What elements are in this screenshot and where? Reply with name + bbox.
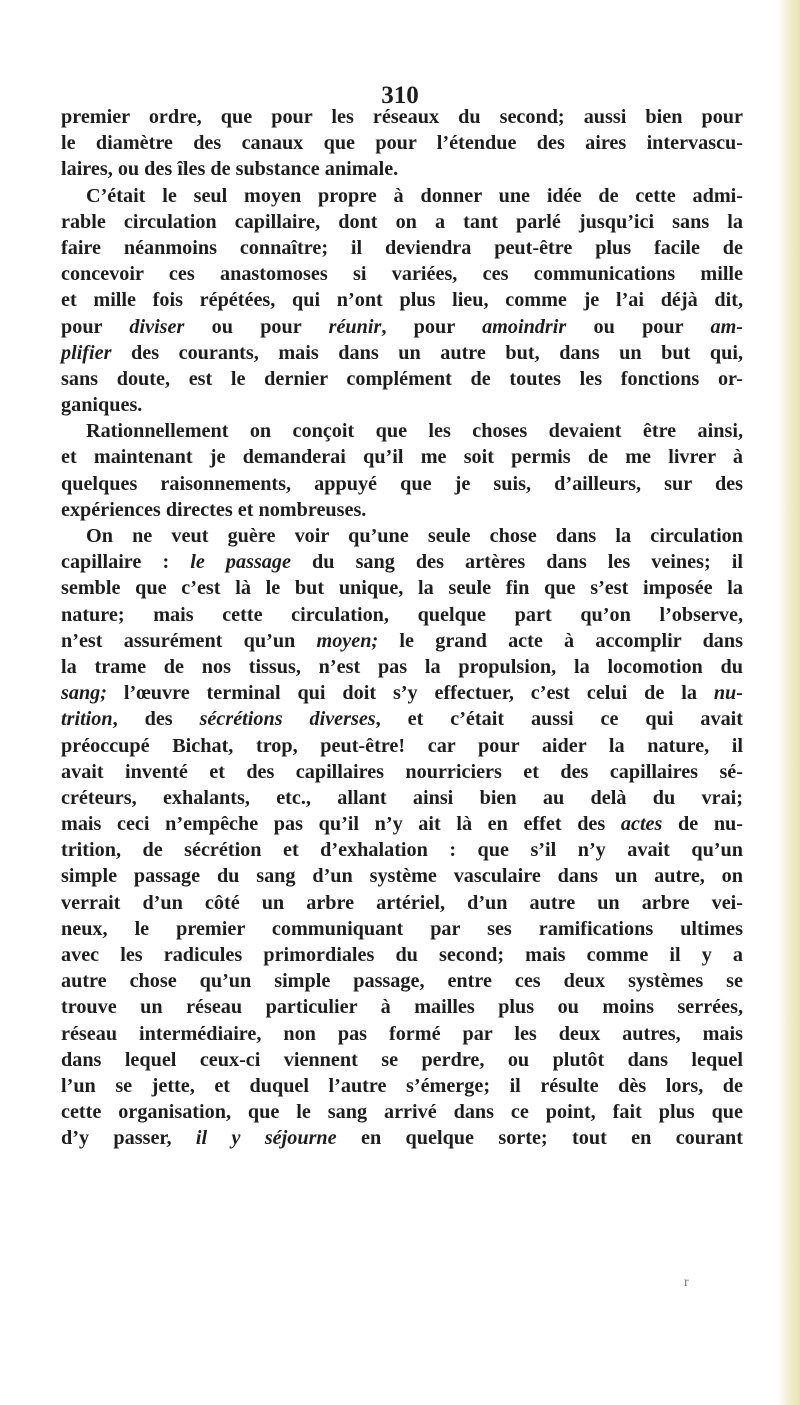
text-segment: des courants, mais dans un autre but, dans un but qui, (111, 341, 743, 364)
text-segment: le diamètre des canaux que pour l’étendue des aires intervascu- (61, 132, 743, 155)
italic-text: moyen; (316, 629, 379, 652)
text-line (61, 706, 743, 732)
text-segment: sans doute, est le dernier complément de toutes les fonctions or- (61, 367, 743, 390)
text-segment: n’est assurément qu’un (61, 629, 317, 652)
text-line (61, 444, 743, 470)
text-segment: l’œuvre terminal qui doit s’y effectuer, c’est celui de la (107, 682, 714, 705)
italic-text: réunir (328, 315, 382, 338)
text-line (61, 994, 743, 1020)
text-line (61, 209, 743, 235)
italic-text: diviser (129, 315, 185, 338)
text-segment: premier ordre, que pour les réseaux du second; aussi bien pour (61, 106, 743, 128)
text-segment: simple passage du sang d’un système vasculaire dans un autre, on (61, 865, 743, 888)
text-segment: ganiques. (61, 394, 143, 417)
text-line (61, 654, 743, 680)
text-line (61, 130, 743, 156)
text-line (61, 1099, 743, 1125)
text-line (61, 890, 743, 916)
text-segment: de nu- (662, 813, 743, 836)
text-line (61, 471, 743, 497)
text-line (61, 785, 743, 811)
text-segment: avec les radicules primordiales du second; mais comme il y a (61, 944, 743, 966)
text-segment: autre chose qu’un simple passage, entre ces deux systèmes se (61, 970, 743, 993)
text-line (61, 392, 743, 418)
text-line (61, 680, 743, 706)
text-segment: laires, ou des îles de substance animale. (61, 158, 399, 181)
text-line (61, 235, 743, 261)
italic-text: am- (710, 315, 744, 338)
text-segment: , et c’était aussi ce qui avait (375, 708, 743, 731)
text-segment: créteurs, exhalants, etc., allant ainsi bien au delà du vrai; (61, 786, 743, 809)
text-line (61, 942, 743, 968)
text-line (61, 1021, 743, 1047)
text-line (61, 104, 743, 130)
stray-mark: r (684, 1275, 689, 1290)
text-segment: mais ceci n’empêche pas qu’il n’y ait là en effet des (61, 813, 621, 836)
text-segment: rable circulation capillaire, dont on a tant parlé jusqu’ici sans la (61, 210, 743, 233)
text-segment: verrait d’un côté un arbre artériel, d’un autre un arbre vei- (61, 891, 743, 914)
text-segment: en quelque sorte; tout en courant (336, 1127, 743, 1150)
text-line (61, 340, 743, 366)
text-line (61, 863, 743, 889)
text-line (61, 628, 743, 654)
text-segment: cette organisation, que le sang arrivé dans ce point, fait plus que (61, 1101, 743, 1124)
text-segment: réseau intermédiaire, non pas formé par les deux autres, mais (61, 1022, 743, 1045)
italic-text: le passage (190, 551, 291, 574)
text-line (61, 1073, 743, 1099)
text-segment: pour (61, 315, 130, 338)
text-line (61, 916, 743, 942)
italic-text: actes (620, 813, 663, 836)
text-line (61, 575, 743, 601)
text-line (61, 968, 743, 994)
text-segment: dans lequel ceux-ci viennent se perdre, ou plutôt dans lequel (61, 1048, 743, 1071)
text-line (61, 837, 743, 863)
text-line (61, 549, 743, 575)
text-segment: nature; mais cette circulation, quelque part qu’on l’observe, (61, 603, 743, 626)
text-segment: Rationnellement on conçoit que les choses devaient être ainsi, (86, 420, 743, 443)
text-body (61, 104, 743, 1152)
text-segment: trouve un réseau particulier à mailles plus ou moins serrées, (61, 996, 743, 1019)
text-segment: concevoir ces anastomoses si variées, ces communications mille (61, 263, 743, 286)
italic-text: plifier (61, 341, 112, 364)
text-segment: du sang des artères dans les veines; il (290, 551, 743, 574)
text-segment: ou pour (184, 315, 329, 338)
text-line (61, 1047, 743, 1073)
text-segment: C’était le seul moyen propre à donner une idée de cette admi- (86, 184, 743, 207)
page-number: 310 (381, 82, 419, 109)
italic-text: sang; (61, 682, 107, 705)
text-line (61, 418, 743, 444)
text-line (61, 811, 743, 837)
page-edge (778, 0, 800, 1405)
text-segment: expériences directes et nombreuses. (61, 498, 367, 521)
text-segment: le grand acte à accomplir dans (378, 629, 743, 652)
text-line (61, 261, 743, 287)
text-segment: trition, de sécrétion et d’exhalation : que s’il n’y avait qu’un (61, 839, 743, 862)
text-line (61, 497, 743, 523)
italic-text: il y séjourne (195, 1127, 337, 1150)
text-line (61, 287, 743, 313)
text-segment: d’y passer, (61, 1127, 196, 1150)
text-segment: quelques raisonnements, appuyé que je suis, d’ailleurs, sur des (61, 472, 743, 495)
text-segment: On ne veut guère voir qu’une seule chose dans la circulation (86, 525, 743, 547)
italic-text: sécrétions diverses (199, 708, 376, 731)
text-line (61, 1125, 743, 1151)
text-line (61, 366, 743, 392)
text-line (61, 314, 743, 340)
text-line (61, 602, 743, 628)
text-segment: la trame de nos tissus, n’est pas la propulsion, la locomotion du (61, 655, 743, 678)
text-segment: neux, le premier communiquant par ses ramifications ultimes (61, 917, 743, 940)
text-line (61, 733, 743, 759)
text-segment: , des (112, 708, 200, 731)
text-segment: semble que c’est là le but unique, la seule fin que s’est imposée la (61, 577, 743, 600)
italic-text: trition (61, 708, 113, 731)
text-segment: ou pour (566, 315, 711, 338)
text-line (61, 183, 743, 209)
text-segment: préoccupé Bichat, trop, peut-être! car pour aider la nature, il (61, 734, 743, 757)
text-segment: et maintenant je demanderai qu’il me soit permis de me livrer à (61, 446, 743, 469)
text-segment: capillaire : (61, 551, 191, 574)
text-segment: faire néanmoins connaître; il deviendra peut-être plus facile de (61, 236, 743, 259)
text-segment: , pour (381, 315, 483, 338)
italic-text: amoindrir (482, 315, 567, 338)
text-segment: l’un se jette, et duquel l’autre s’émerge; il résulte dès lors, de (61, 1074, 743, 1097)
text-line (61, 759, 743, 785)
text-line (61, 156, 743, 182)
text-line (61, 523, 743, 549)
italic-text: nu- (713, 682, 743, 705)
text-segment: et mille fois répétées, qui n’ont plus lieu, comme je l’ai déjà dit, (61, 289, 743, 312)
text-segment: avait inventé et des capillaires nourriciers et des capillaires sé- (61, 760, 743, 783)
